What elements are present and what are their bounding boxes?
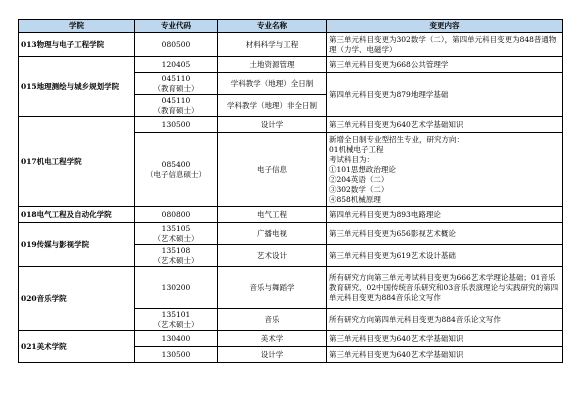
change-cell: 第三单元科目变更为302数学（二），第四单元科目变更为848普通物理（力学、电磁学） xyxy=(327,33,563,57)
code-cell: 080500 xyxy=(135,33,218,57)
header-code: 专业代码 xyxy=(135,20,218,33)
change-cell: 第四单元科目变更为879地理学基础 xyxy=(327,73,563,117)
name-cell: 学科教学（地理）非全日制 xyxy=(218,95,327,117)
code-cell: 135105 （艺术硕士） xyxy=(135,223,218,245)
college-cell: 017机电工程学院 xyxy=(19,117,135,207)
change-cell: 第三单元科目变更为640艺术学基础知识 xyxy=(327,347,563,363)
change-cell: 第三单元科目变更为619艺术设计基础 xyxy=(327,245,563,267)
change-cell: 所有研究方向第三单元考试科目变更为666艺术学理论基础；01音乐教育研究、02中国传统音乐研究和03音乐表演理论与实践研究的第四单元科目变更为884音乐论文写作 xyxy=(327,267,563,309)
change-cell: 第三单元科目变更为668公共管理学 xyxy=(327,57,563,73)
change-cell: 第四单元科目变更为893电路理论 xyxy=(327,207,563,223)
name-cell: 设计学 xyxy=(218,117,327,133)
name-cell: 广播电视 xyxy=(218,223,327,245)
name-cell: 材料科学与工程 xyxy=(218,33,327,57)
name-cell: 设计学 xyxy=(218,347,327,363)
name-cell: 电子信息 xyxy=(218,133,327,207)
name-cell: 美术学 xyxy=(218,331,327,347)
table-row xyxy=(19,33,563,57)
change-cell: 新增全日制专业型招生专业，研究方向： 01机械电子工程 考试科目为： ①101思想政治理论 ②204英语（二） ③302数学（二） ④858机械原理 xyxy=(327,133,563,207)
change-cell: 第三单元科目变更为640艺术学基础知识 xyxy=(327,331,563,347)
table-row xyxy=(19,117,563,133)
college-cell: 020音乐学院 xyxy=(19,267,135,331)
college-cell: 019传媒与影视学院 xyxy=(19,223,135,267)
code-cell: 080800 xyxy=(135,207,218,223)
name-cell: 电气工程 xyxy=(218,207,327,223)
name-cell: 艺术设计 xyxy=(218,245,327,267)
code-cell: 045110 （教育硕士） xyxy=(135,73,218,95)
change-cell: 第三单元科目变更为640艺术学基础知识 xyxy=(327,117,563,133)
table-row xyxy=(19,331,563,347)
change-table xyxy=(18,19,563,363)
name-cell: 音乐 xyxy=(218,309,327,331)
college-cell: 015地理测绘与城乡规划学院 xyxy=(19,57,135,117)
code-cell: 130500 xyxy=(135,117,218,133)
header-college: 学院 xyxy=(19,20,135,33)
table-row xyxy=(19,207,563,223)
header-change: 变更内容 xyxy=(327,20,563,33)
change-cell: 第三单元科目变更为656影视艺术概论 xyxy=(327,223,563,245)
table-row xyxy=(19,267,563,309)
name-cell: 学科教学（地理）全日制 xyxy=(218,73,327,95)
college-cell: 013物理与电子工程学院 xyxy=(19,33,135,57)
name-cell: 音乐与舞蹈学 xyxy=(218,267,327,309)
table-row xyxy=(19,57,563,73)
code-cell: 045110 （教育硕士） xyxy=(135,95,218,117)
change-cell: 所有研究方向第四单元科目变更为884音乐论文写作 xyxy=(327,309,563,331)
code-cell: 130500 xyxy=(135,347,218,363)
name-cell: 土地资源管理 xyxy=(218,57,327,73)
code-cell: 135108 （艺术硕士） xyxy=(135,245,218,267)
code-cell: 130400 xyxy=(135,331,218,347)
code-cell: 135101 （艺术硕士） xyxy=(135,309,218,331)
college-cell: 018电气工程及自动化学院 xyxy=(19,207,135,223)
header-row xyxy=(19,20,563,33)
code-cell: 120405 xyxy=(135,57,218,73)
header-name: 专业名称 xyxy=(218,20,327,33)
code-cell: 130200 xyxy=(135,267,218,309)
code-cell: 085400 （电子信息硕士） xyxy=(135,133,218,207)
table-row xyxy=(19,223,563,245)
college-cell: 021美术学院 xyxy=(19,331,135,363)
